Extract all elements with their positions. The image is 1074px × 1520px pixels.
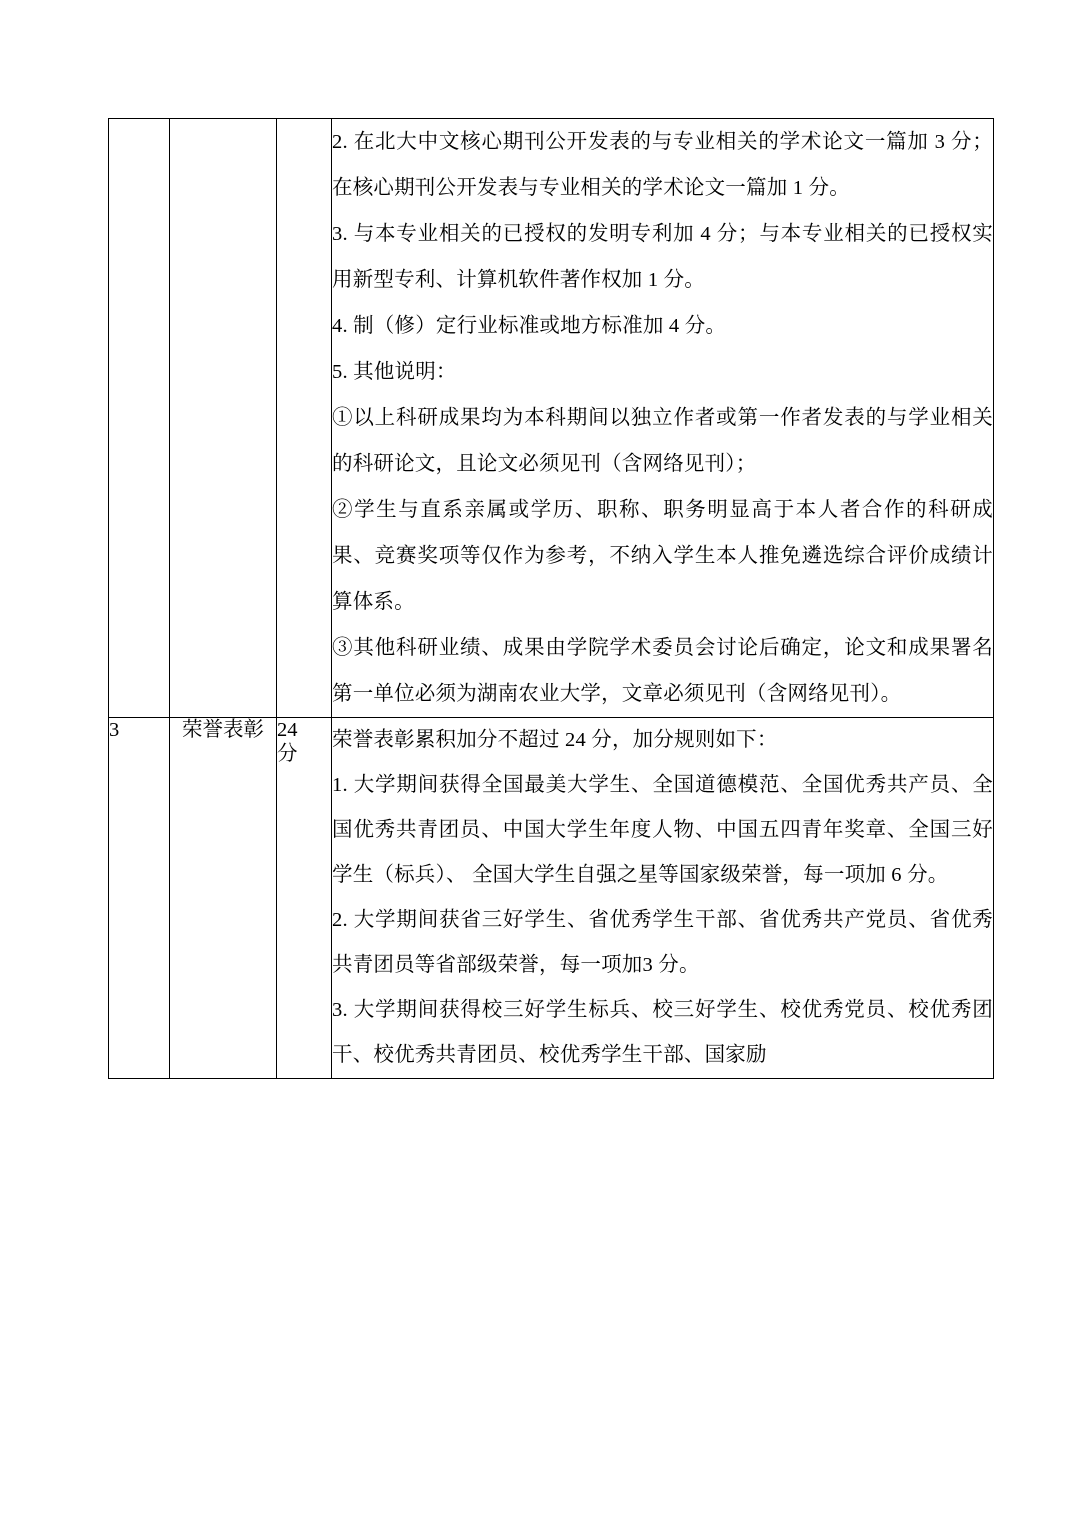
row-content-cell <box>332 718 994 1079</box>
criteria-table <box>108 118 994 1079</box>
content-paragraphs <box>332 718 993 1078</box>
row-score-number: 24 <box>277 719 298 741</box>
row-index-label: 3 <box>109 719 120 741</box>
content-paragraph: 3. 与本专业相关的已授权的发明专利加 4 分；与本专业相关的已授权实用新型专利、计算机软件著作权加 1 分。 <box>332 223 993 291</box>
row-category-cell <box>170 718 277 1079</box>
content-paragraph: 4. 制（修）定行业标准或地方标准加 4 分。 <box>332 315 727 337</box>
content-paragraph: 1. 大学期间获得全国最美大学生、全国道德模范、全国优秀共产员、全国优秀共青团员、中国大学生年度人物、中国五四青年奖章、全国三好学生（标兵）、 全国大学生自强之星等国家级荣誉，每一项加 6 分。 <box>332 774 993 886</box>
content-paragraph: 2. 大学期间获省三好学生、省优秀学生干部、省优秀共产党员、省优秀共青团员等省部级荣誉，每一项加3 分。 <box>332 909 993 976</box>
row-category-cell <box>170 119 277 718</box>
content-paragraph: 2. 在北大中文核心期刊公开发表的与专业相关的学术论文一篇加 3 分；在核心期刊公开发表与专业相关的学术论文一篇加 1 分。 <box>332 131 993 199</box>
content-paragraphs <box>332 119 993 717</box>
table-row <box>109 718 994 1079</box>
row-category-label: 荣誉表彰 <box>182 719 264 741</box>
row-index-cell <box>109 119 170 718</box>
content-paragraph: ③其他科研业绩、成果由学院学术委员会讨论后确定，论文和成果署名第一单位必须为湖南农业大学，文章必须见刊（含网络见刊）。 <box>332 637 993 705</box>
content-paragraph: ②学生与直系亲属或学历、职称、职务明显高于本人者合作的科研成果、竞赛奖项等仅作为参考，不纳入学生本人推免遴选综合评价成绩计算体系。 <box>332 499 993 613</box>
row-score-cell <box>277 718 332 1079</box>
row-score-unit: 分 <box>277 743 298 766</box>
content-paragraph: 5. 其他说明： <box>332 361 457 383</box>
content-paragraph: ①以上科研成果均为本科期间以独立作者或第一作者发表的与学业相关的科研论文，且论文必须见刊（含网络见刊）； <box>332 407 993 475</box>
row-content-cell <box>332 119 994 718</box>
content-paragraph: 荣誉表彰累积加分不超过 24 分，加分规则如下： <box>332 729 778 751</box>
content-paragraph: 3. 大学期间获得校三好学生标兵、校三好学生、校优秀党员、校优秀团干、校优秀共青团员、校优秀学生干部、国家励 <box>332 999 993 1066</box>
row-score-cell <box>277 119 332 718</box>
table-row <box>109 119 994 718</box>
row-index-cell <box>109 718 170 1079</box>
